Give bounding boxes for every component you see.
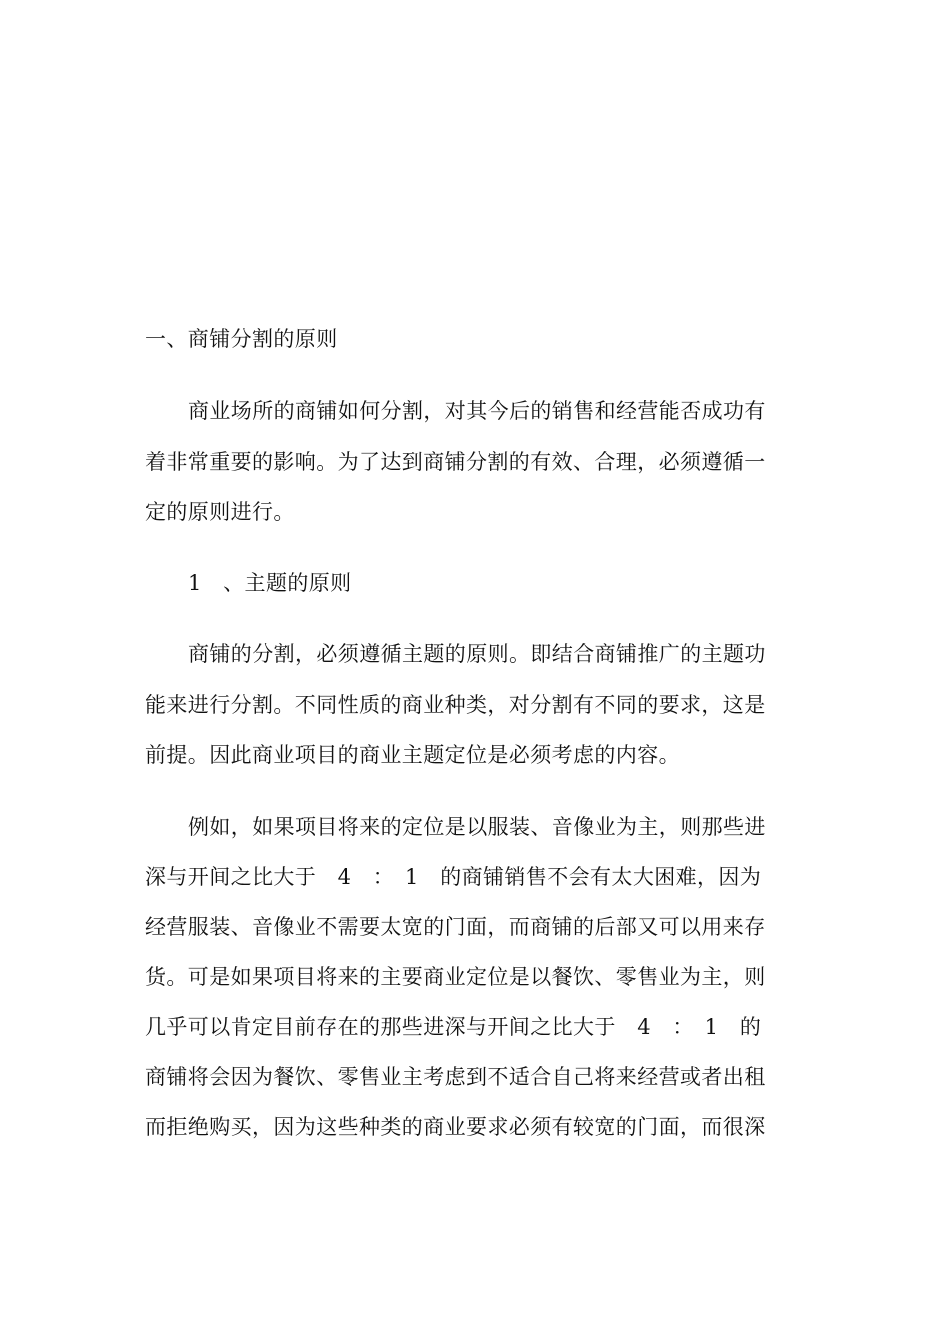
intro-paragraph-line: 着非常重要的影响。为了达到商铺分割的有效、合理，必须遵循一 (145, 450, 766, 474)
intro-paragraph-line: 定的原则进行。 (145, 500, 295, 524)
paragraph-line: 深与开间之比大于 4 ： 1 的商铺销售不会有太大困难，因为 (145, 865, 762, 889)
paragraph-line: 几乎可以肯定目前存在的那些进深与开间之比大于 4 ： 1 的 (145, 1015, 762, 1039)
paragraph-line: 经营服装、音像业不需要太宽的门面，而商铺的后部又可以用来存 (145, 915, 766, 939)
paragraph-line: 而拒绝购买，因为这些种类的商业要求必须有较宽的门面，而很深 (145, 1115, 766, 1139)
subsection-heading: 1 、主题的原则 (188, 571, 352, 595)
paragraph-line: 商铺将会因为餐饮、零售业主考虑到不适合自己将来经营或者出租 (145, 1065, 766, 1089)
paragraph-line: 货。可是如果项目将来的主要商业定位是以餐饮、零售业为主，则 (145, 965, 766, 989)
paragraph-line: 前提。因此商业项目的商业主题定位是必须考虑的内容。 (145, 743, 680, 767)
section-heading: 一、商铺分割的原则 (145, 327, 338, 351)
paragraph-line: 商铺的分割，必须遵循主题的原则。即结合商铺推广的主题功 (188, 642, 766, 666)
intro-paragraph-line: 商业场所的商铺如何分割，对其今后的销售和经营能否成功有 (188, 399, 766, 423)
paragraph-line: 例如，如果项目将来的定位是以服装、音像业为主，则那些进 (188, 815, 766, 839)
paragraph-line: 能来进行分割。不同性质的商业种类，对分割有不同的要求，这是 (145, 693, 766, 717)
